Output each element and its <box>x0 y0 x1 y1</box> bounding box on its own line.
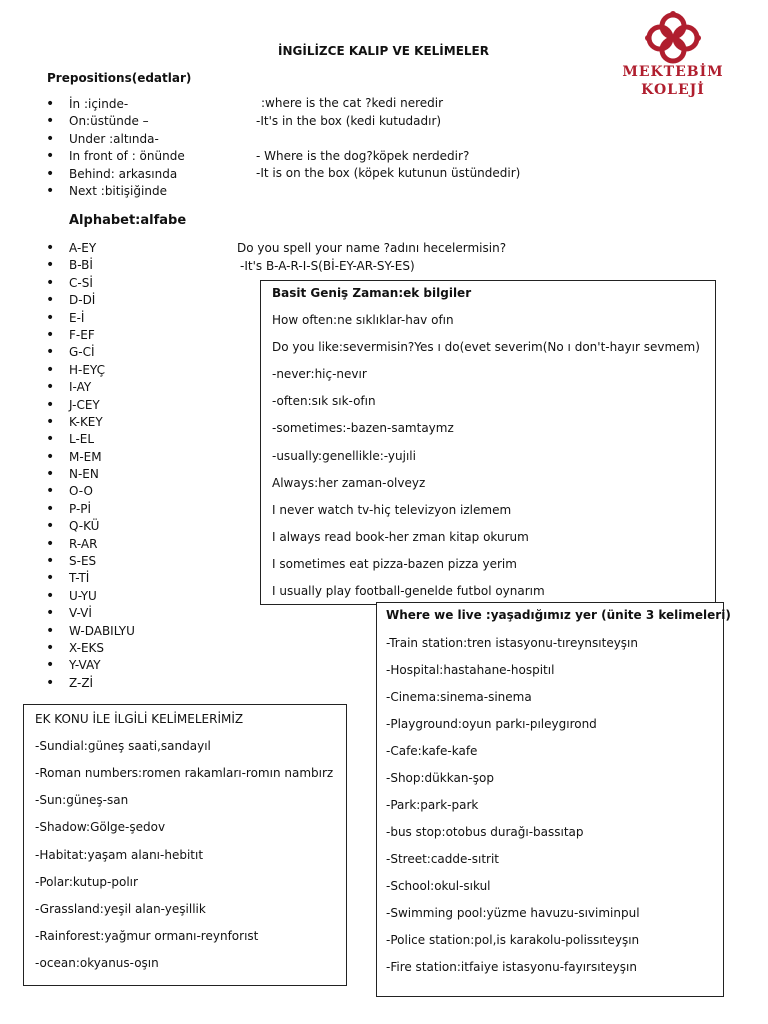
preposition-example: -It's in the box (kedi kutudadır) <box>256 114 442 128</box>
preposition-example: :where is the cat ?kedi neredir <box>261 96 444 110</box>
box-line: -Fire station:itfaiye istasyonu-fayırsıteyşın <box>386 960 637 974</box>
logo-line-2: KOLEJİ <box>641 82 705 98</box>
extra-vocabulary-box <box>23 704 347 986</box>
list-item: • T-Tİ <box>43 570 135 587</box>
box-line: -Playground:oyun parkı-pıleygırond <box>386 717 597 731</box>
list-item: • D-Dİ <box>43 292 135 309</box>
list-item: • E-İ <box>43 310 135 327</box>
box-line: I never watch tv-hiç televizyon izlemem <box>272 503 512 517</box>
box-line: How often:ne sıklıklar-hav ofın <box>272 313 454 327</box>
list-item: • K-KEY <box>43 414 135 431</box>
box-line: -Train station:tren istasyonu-tıreynsıteyşın <box>386 636 638 650</box>
box-line: -Roman numbers:romen rakamları-romın nambırz <box>35 766 334 780</box>
box-line: -Hospital:hastahane-hospitıl <box>386 663 555 677</box>
box-line: -often:sık sık-ofın <box>272 394 376 408</box>
list-item: • G-Cİ <box>43 344 135 361</box>
page-title: İNGİLİZCE KALIP VE KELİMELER <box>278 44 489 58</box>
list-item: • S-ES <box>43 553 135 570</box>
list-item: • İn :içinde- <box>43 96 185 113</box>
list-item: • On:üstünde – <box>43 113 185 130</box>
where-we-live-box <box>376 602 731 997</box>
list-item: • I-AY <box>43 379 135 396</box>
list-item: • N-EN <box>43 466 135 483</box>
box-line: -School:okul-sıkul <box>386 879 491 893</box>
box-line: -Park:park-park <box>386 798 479 812</box>
list-item: • Next :bitişiğinde <box>43 183 185 200</box>
box-line: -Habitat:yaşam alanı-hebitıt <box>35 848 204 862</box>
box-line: Always:her zaman-olveyz <box>272 476 426 490</box>
list-item: • A-EY <box>43 240 135 257</box>
list-item: • W-DABILYU <box>43 623 135 640</box>
box-heading: EK KONU İLE İLGİLİ KELİMELERİMİZ <box>35 712 244 726</box>
box-line: -Cinema:sinema-sinema <box>386 690 532 704</box>
box-line: -Cafe:kafe-kafe <box>386 744 478 758</box>
list-item: • R-AR <box>43 536 135 553</box>
box-line: -never:hiç-nevır <box>272 367 367 381</box>
simple-present-box <box>260 280 716 605</box>
box-line: I usually play football-genelde futbol oynarım <box>272 584 545 598</box>
box-line: -Rainforest:yağmur ormanı-reynforıst <box>35 929 259 943</box>
list-item: • P-Pİ <box>43 501 135 518</box>
box-line: -Sundial:güneş saati,sandayıl <box>35 739 211 753</box>
list-item: • Behind: arkasında <box>43 166 185 183</box>
list-item: • Y-VAY <box>43 657 135 674</box>
list-item: • J-CEY <box>43 397 135 414</box>
list-item: • O-O <box>43 483 135 500</box>
school-logo <box>618 8 728 108</box>
alphabet-list <box>43 240 135 692</box>
box-heading: Basit Geniş Zaman:ek bilgiler <box>272 286 472 300</box>
list-item: • X-EKS <box>43 640 135 657</box>
prepositions-list <box>43 96 185 200</box>
box-line: -sometimes:-bazen-samtaymz <box>272 421 454 435</box>
box-line: I always read book-her zman kitap okurum <box>272 530 529 544</box>
logo-line-1: MEKTEBİM <box>622 64 724 80</box>
box-line: -Sun:güneş-san <box>35 793 129 807</box>
list-item: • Z-Zİ <box>43 675 135 692</box>
list-item: • L-EL <box>43 431 135 448</box>
alphabet-heading: Alphabet:alfabe <box>69 213 187 228</box>
preposition-example: -It is on the box (köpek kutunun üstündedir) <box>256 166 521 180</box>
box-line: -Police station:pol,is karakolu-polissıteyşın <box>386 933 640 947</box>
list-item: • H-EYÇ <box>43 362 135 379</box>
box-line: -Shadow:Gölge-şedov <box>35 820 166 834</box>
list-item: • U-YU <box>43 588 135 605</box>
alphabet-example: -It's B-A-R-I-S(Bİ-EY-AR-SY-ES) <box>240 259 415 273</box>
box-heading: Where we live :yaşadığımız yer (ünite 3 kelimeleri) <box>386 608 731 622</box>
list-item: • C-Sİ <box>43 275 135 292</box>
box-line: -Swimming pool:yüzme havuzu-sıviminpul <box>386 906 640 920</box>
box-line: -usually:genellikle:-yujıli <box>272 449 416 463</box>
box-line: Do you like:severmisin?Yes ı do(evet severim(No ı don't-hayır sevmem) <box>272 340 700 354</box>
list-item: • M-EM <box>43 449 135 466</box>
list-item: • F-EF <box>43 327 135 344</box>
preposition-example: - Where is the dog?köpek nerdedir? <box>256 149 470 163</box>
box-line: -Grassland:yeşil alan-yeşillik <box>35 902 206 916</box>
list-item: • V-Vİ <box>43 605 135 622</box>
list-item: • B-Bİ <box>43 257 135 274</box>
box-line: -bus stop:otobus durağı-bassıtap <box>386 825 584 839</box>
box-line: -ocean:okyanus-oşın <box>35 956 159 970</box>
box-line: -Polar:kutup-polır <box>35 875 138 889</box>
box-line: I sometimes eat pizza-bazen pizza yerim <box>272 557 517 571</box>
box-line: -Shop:dükkan-şop <box>386 771 494 785</box>
flower-knot-logo-icon <box>618 8 728 68</box>
alphabet-example: Do you spell your name ?adını hecelermisin? <box>237 241 507 255</box>
box-line: -Street:cadde-sıtrit <box>386 852 499 866</box>
list-item: • Q-KÜ <box>43 518 135 535</box>
list-item: • Under :altında- <box>43 131 185 148</box>
list-item: • In front of : önünde <box>43 148 185 165</box>
prepositions-heading: Prepositions(edatlar) <box>47 71 192 85</box>
